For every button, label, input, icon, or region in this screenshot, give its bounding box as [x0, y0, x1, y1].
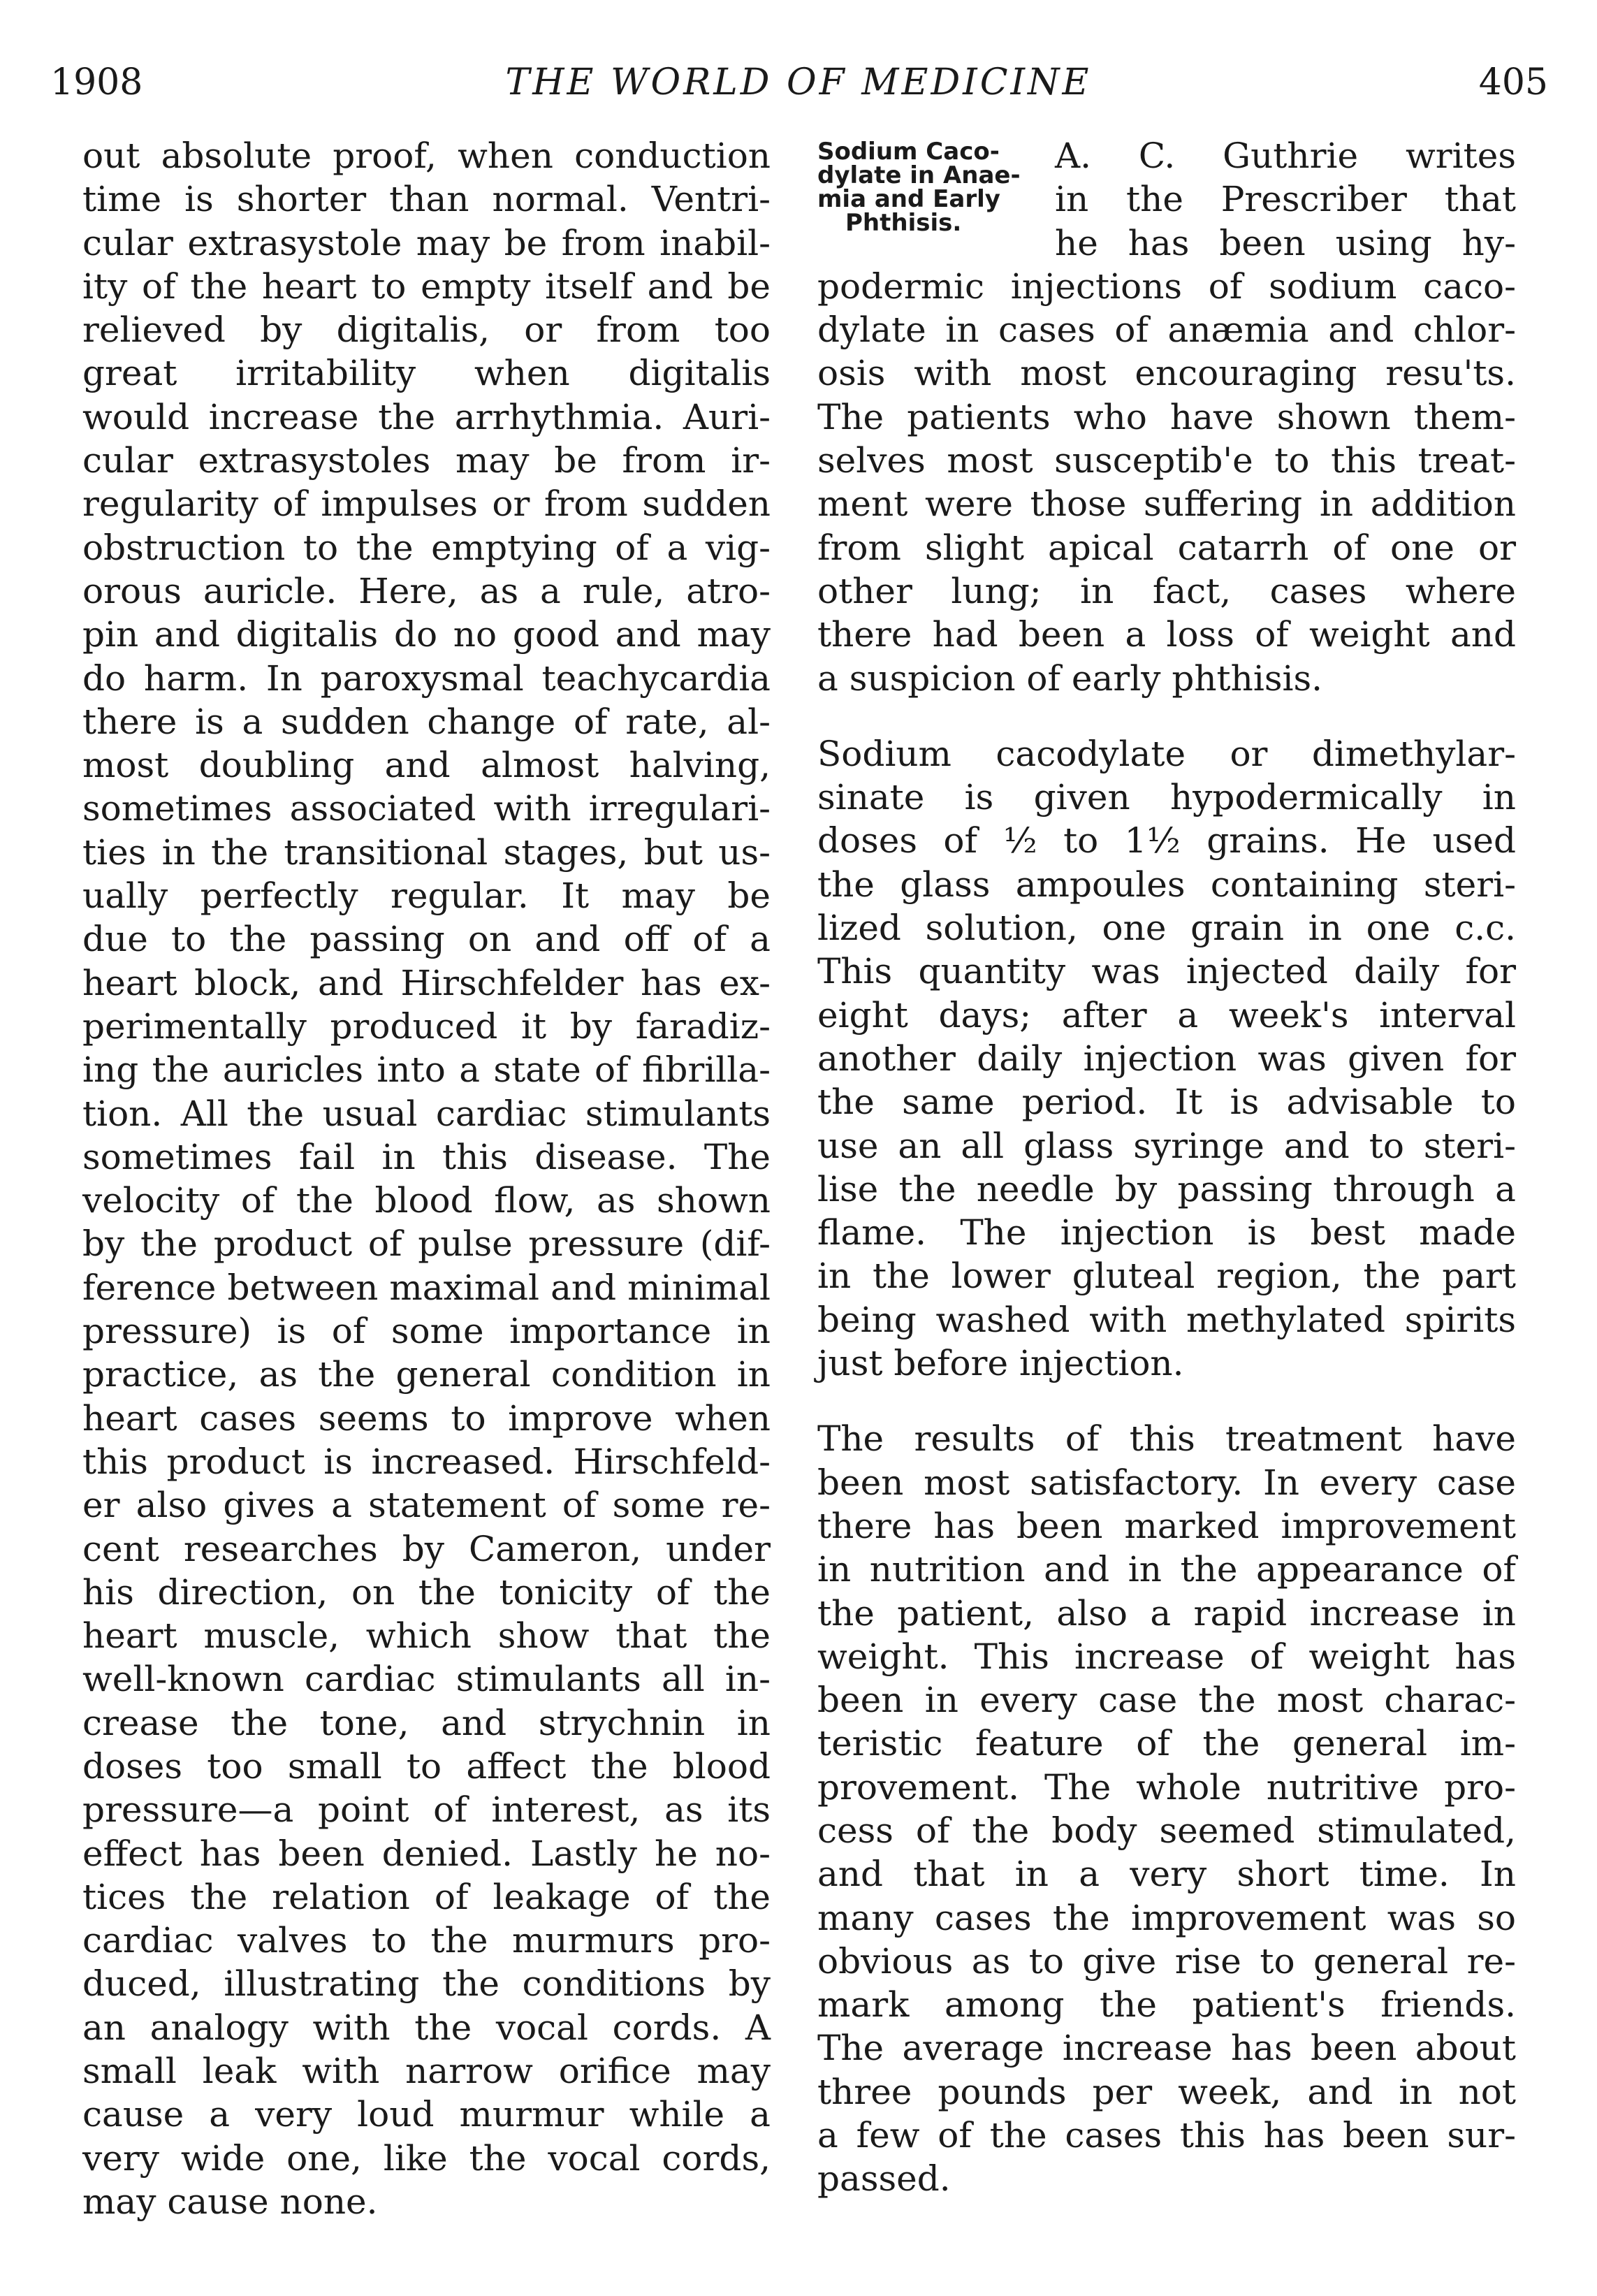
side-heading — [817, 140, 1051, 235]
text-line: osis with most encouraging resu'ts. — [817, 353, 1516, 394]
paragraph-results — [817, 1417, 1516, 2200]
text-line: by the product of pulse pressure (dif- — [82, 1223, 771, 1265]
text-line: eight days; after a week's interval — [817, 994, 1516, 1036]
text-line: three pounds per week, and in not — [817, 2071, 1516, 2112]
text-line: cular extrasystole may be from inabil- — [82, 222, 771, 263]
text-line: This quantity was injected daily for — [817, 951, 1516, 992]
text-line: perimentally produced it by faradiz- — [82, 1005, 771, 1047]
paragraph-dosage — [817, 732, 1516, 1385]
text-line: a few of the cases this has been sur- — [817, 2115, 1516, 2156]
text-line: tion. All the usual cardiac stimulants — [82, 1093, 771, 1134]
text-line: flame. The injection is best made — [817, 1212, 1516, 1254]
text-line: would increase the arrhythmia. Auri- — [82, 396, 771, 437]
text-line: weight. This increase of weight has — [817, 1636, 1516, 1677]
text-line: the same period. It is advisable to — [817, 1082, 1516, 1123]
text-line: out absolute proof, when conduction — [82, 136, 771, 176]
text-line: heart muscle, which show that the — [82, 1615, 771, 1657]
text-line: many cases the improvement was so — [817, 1897, 1516, 1938]
side-heading-line: Sodium Caco- — [817, 138, 1000, 166]
text-line: sometimes fail in this disease. The — [82, 1136, 771, 1177]
text-line: ment were those suffering in addition — [817, 484, 1516, 525]
text-line: in the lower gluteal region, the part — [817, 1256, 1516, 1297]
text-line: orous auricle. Here, as a rule, atro- — [82, 570, 771, 611]
running-head — [35, 55, 1562, 110]
text-line: a suspicion of early phthisis. — [817, 657, 1323, 699]
text-line: passed. — [817, 2158, 951, 2200]
text-line: pin and digitalis do no good and may — [82, 614, 771, 655]
text-line: The patients who have shown them- — [817, 396, 1516, 437]
text-line: doses too small to affect the blood — [82, 1745, 771, 1787]
text-line: from slight apical catarrh of one or — [817, 527, 1516, 568]
text-line: sometimes associated with irregulari- — [82, 788, 771, 829]
text-line: being washed with methylated spirits — [817, 1299, 1516, 1340]
text-line: in the Prescriber that — [1055, 179, 1516, 220]
text-line: A. C. Guthrie writes — [1055, 136, 1516, 176]
text-line: and that in a very short time. In — [817, 1854, 1516, 1895]
side-heading-line: Phthisis. — [845, 209, 962, 237]
text-line: dylate in cases of anæmia and chlor- — [817, 310, 1516, 351]
text-line: relieved by digitalis, or from too — [82, 310, 771, 351]
text-line: crease the tone, and strychnin in — [82, 1702, 771, 1743]
text-line: sinate is given hypodermically in — [817, 777, 1516, 818]
text-line: regularity of impulses or from sudden — [82, 484, 771, 525]
text-line: an analogy with the vocal cords. A — [82, 2007, 771, 2048]
left-column — [82, 134, 771, 2223]
right-column — [817, 134, 1516, 2201]
text-line: obstruction to the emptying of a vig- — [82, 527, 771, 568]
text-line: practice, as the general condition in — [82, 1354, 771, 1395]
text-line: his direction, on the tonicity of the — [82, 1571, 771, 1613]
text-line: obvious as to give rise to general re- — [817, 1940, 1516, 1982]
text-line: been most satisfactory. In every case — [817, 1462, 1516, 1503]
text-line: there has been marked improvement — [817, 1505, 1516, 1546]
text-line: just before injection. — [817, 1343, 1184, 1384]
text-line: lise the needle by passing through a — [817, 1168, 1516, 1209]
text-line: great irritability when digitalis — [82, 353, 771, 394]
text-line: mark among the patient's friends. — [817, 1984, 1516, 2026]
text-line: the glass ampoules containing steri- — [817, 864, 1516, 905]
text-line: cardiac valves to the murmurs pro- — [82, 1920, 771, 1961]
text-line: due to the passing on and off of a — [82, 919, 771, 960]
text-line: tices the relation of leakage of the — [82, 1876, 771, 1917]
text-line: duced, illustrating the conditions by — [82, 1963, 771, 2005]
text-line: the patient, also a rapid increase in — [817, 1592, 1516, 1634]
text-line: heart block, and Hirschfelder has ex- — [82, 962, 771, 1003]
page-number: 405 — [1478, 61, 1548, 103]
text-line: ing the auricles into a state of fibrilla- — [82, 1049, 771, 1091]
text-line: Sodium cacodylate or dimethylar- — [817, 733, 1516, 774]
text-line: pressure—a point of interest, as its — [82, 1789, 771, 1831]
text-line: teristic feature of the general im- — [817, 1723, 1516, 1764]
text-line: do harm. In paroxysmal teachycardia — [82, 657, 771, 699]
text-line: there is a sudden change of rate, al- — [82, 701, 771, 742]
text-line: er also gives a statement of some re- — [82, 1485, 771, 1526]
text-line: heart cases seems to improve when — [82, 1397, 771, 1439]
text-line: well-known cardiac stimulants all in- — [82, 1659, 771, 1700]
text-line: he has been using hy- — [1055, 222, 1516, 263]
text-line: ity of the heart to empty itself and be — [82, 266, 771, 307]
text-line: cess of the body seemed stimulated, — [817, 1810, 1516, 1851]
article-sodium-cacodylate — [817, 134, 1516, 700]
text-line: use an all glass syringe and to steri- — [817, 1125, 1516, 1166]
text-line: provement. The whole nutritive pro- — [817, 1766, 1516, 1808]
text-line: lized solution, one grain in one c.c. — [817, 908, 1516, 949]
text-line: doses of ½ to 1½ grains. He used — [817, 820, 1516, 862]
text-line: cent researches by Cameron, under — [82, 1528, 771, 1569]
text-line: effect has been denied. Lastly he no- — [82, 1833, 771, 1874]
text-line: cause a very loud murmur while a — [82, 2094, 771, 2135]
text-line: velocity of the blood flow, as shown — [82, 1180, 771, 1221]
text-line: very wide one, like the vocal cords, — [82, 2137, 771, 2179]
side-heading-line: mia and Early — [817, 185, 1000, 213]
text-line: The results of this treatment have — [817, 1418, 1516, 1460]
paragraph-gap — [817, 700, 1516, 732]
text-line: ually perfectly regular. It may be — [82, 875, 771, 917]
text-line: selves most susceptib'e to this treat- — [817, 440, 1516, 481]
text-line: there had been a loss of weight and — [817, 614, 1516, 655]
text-line: small leak with narrow orifice may — [82, 2051, 771, 2092]
text-line: podermic injections of sodium caco- — [817, 266, 1516, 307]
text-line: The average increase has been about — [817, 2028, 1516, 2069]
text-line: ference between maximal and minimal — [82, 1267, 771, 1308]
page-year: 1908 — [50, 61, 143, 103]
text-line: pressure) is of some importance in — [82, 1311, 771, 1352]
text-line: this product is increased. Hirschfeld- — [82, 1441, 771, 1482]
text-line: other lung; in fact, cases where — [817, 570, 1516, 611]
text-line: in nutrition and in the appearance of — [817, 1549, 1516, 1590]
text-line: time is shorter than normal. Ventri- — [82, 179, 771, 220]
text-line: most doubling and almost halving, — [82, 745, 771, 786]
journal-title: THE WORLD OF MEDICINE — [505, 61, 1092, 103]
side-heading-line: dylate in Anae- — [817, 161, 1021, 189]
text-line: cular extrasystoles may be from ir- — [82, 440, 771, 481]
text-line: another daily injection was given for — [817, 1038, 1516, 1079]
text-line: may cause none. — [82, 2181, 378, 2222]
text-line: been in every case the most charac- — [817, 1680, 1516, 1721]
text-line: ties in the transitional stages, but us- — [82, 831, 771, 873]
paragraph-gap — [817, 1385, 1516, 1417]
